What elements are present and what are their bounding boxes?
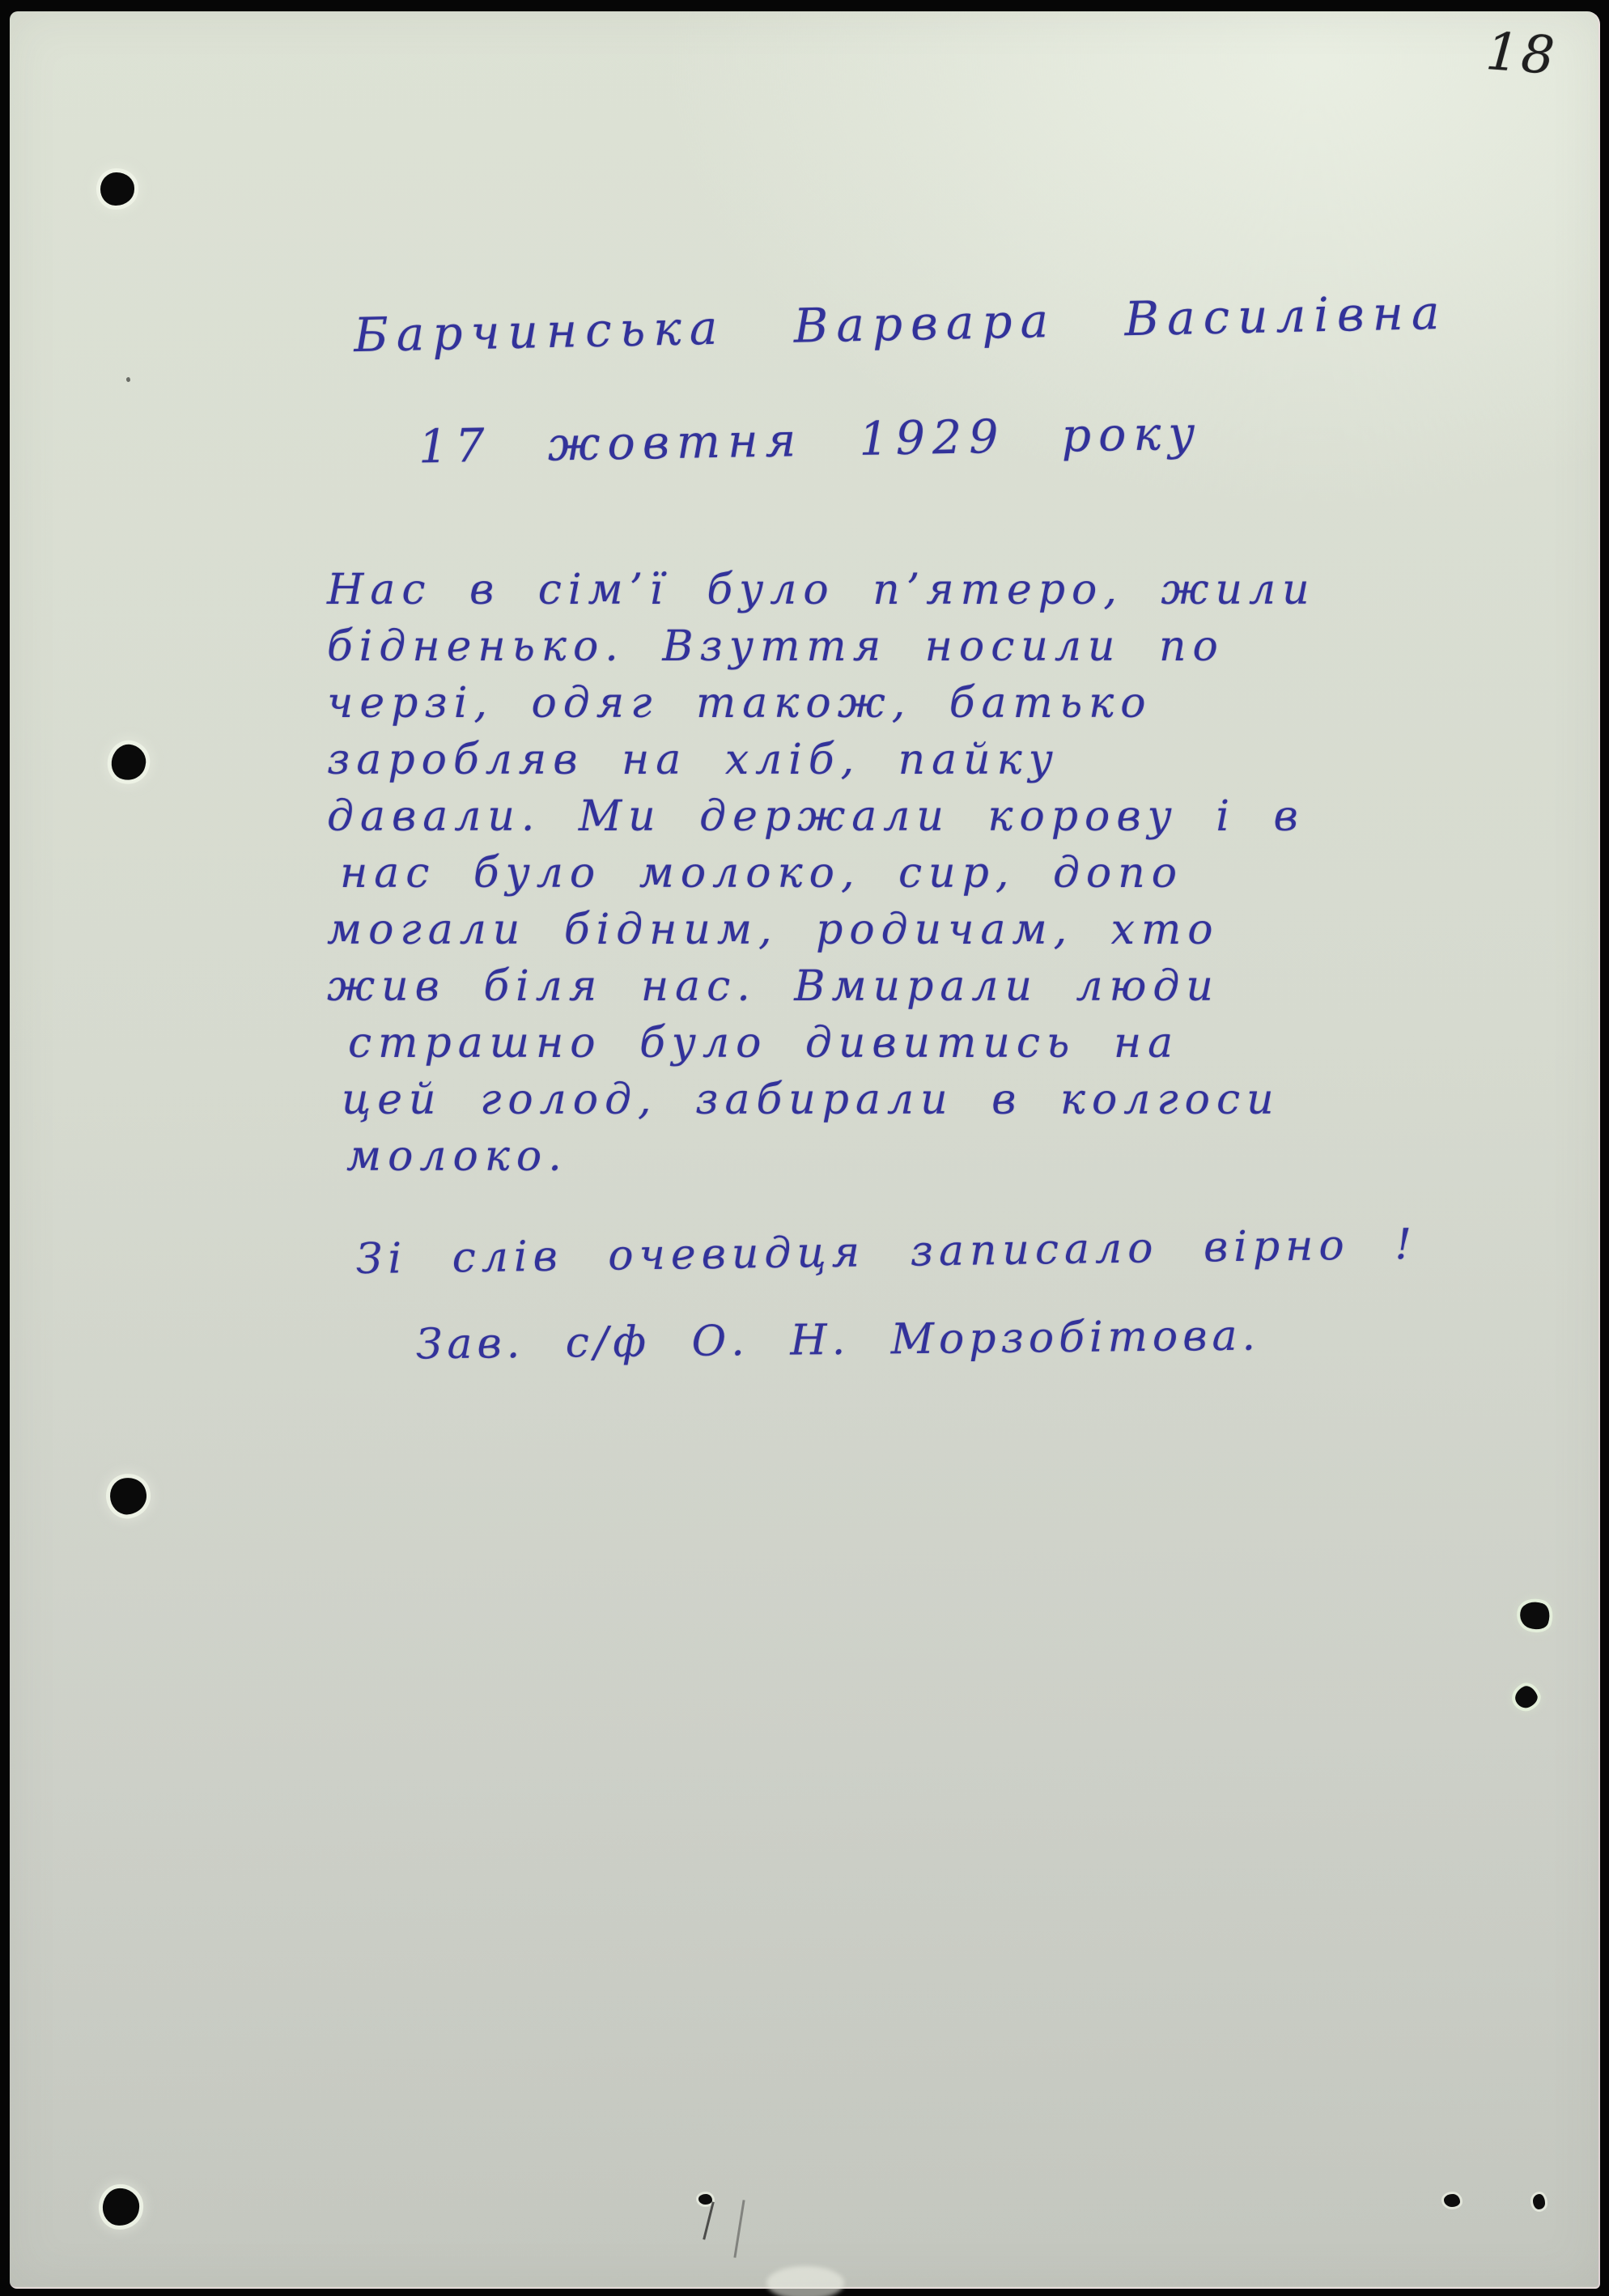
page-number: 18 [1484,22,1559,87]
attestation-line: Зі слів очевидця записало вірно ! [355,1220,1418,1284]
testimony-line: заробляв на хліб, пайку [327,736,1059,784]
testimony-line: бідненько. Взуття носили по [327,622,1225,671]
hole-punch [107,1475,150,1517]
testimony-line: нас було молоко, сир, допо [340,849,1184,898]
signature-line: Зав. с/ф О. Н. Морзобітова. [415,1311,1261,1369]
hole-punch [108,741,150,783]
testimony-line: молоко. [346,1132,568,1181]
tear-mark [1512,1683,1540,1712]
testimony-line: жив біля нас. Вмирали люди [327,962,1220,1011]
hole-punch [101,2187,142,2227]
paper-speck [126,377,130,382]
testimony-line: страшно було дивитись на [348,1019,1180,1067]
tear-mark [1517,1598,1554,1633]
testimony-line: могали бідним, родичам, хто [327,906,1220,954]
paper-speck [698,2194,712,2205]
hole-punch [100,172,134,206]
testimony-line: черзі, одяг також, батько [327,679,1153,728]
testimony-line: давали. Ми держали корову і в [327,792,1305,841]
paper-smudge [766,2266,844,2296]
testimony-line: цей голод, забирали в колгоси [342,1076,1280,1124]
crease-mark [733,2200,745,2258]
testimony-line: Нас в сім’ї було п’ятеро, жили [327,566,1316,614]
crease-mark [703,2201,715,2239]
paper-speck [1533,2194,1545,2209]
document-page [10,11,1600,2289]
author-name-line: Барчинська Варвара Василівна [353,284,1449,363]
date-line: 17 жовтня 1929 року [418,406,1203,474]
testimony-paragraph [327,562,1316,1185]
paper-speck [1444,2194,1460,2207]
